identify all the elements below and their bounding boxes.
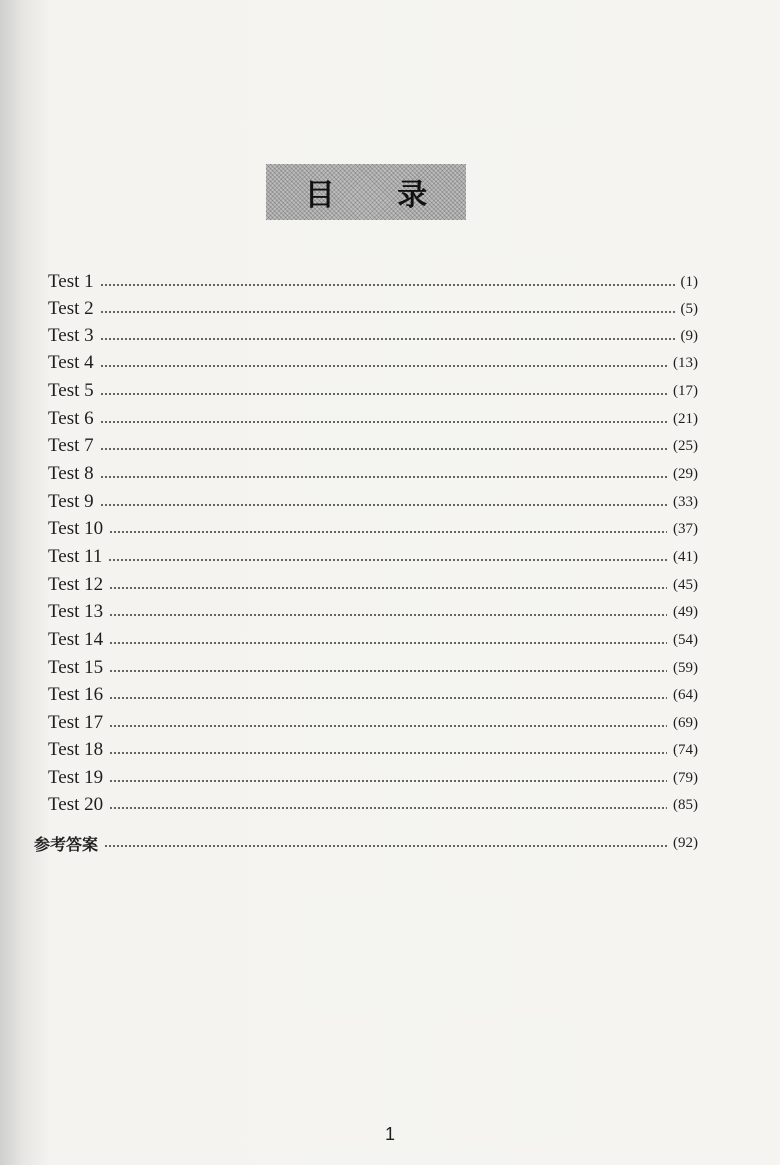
toc-row[interactable] <box>48 710 698 736</box>
toc-page-number: (21) <box>673 410 698 427</box>
dot-leader <box>100 365 667 367</box>
toc-row[interactable] <box>48 572 698 598</box>
toc-entry-label: Test 9 <box>48 491 94 512</box>
dot-leader <box>100 504 667 506</box>
toc-entry-label: Test 15 <box>48 657 104 678</box>
toc-row-answers[interactable] <box>34 830 698 856</box>
dot-leader <box>109 697 667 699</box>
toc-page-number: (25) <box>673 437 698 454</box>
toc-row[interactable] <box>48 350 698 376</box>
toc-entry-label: Test 12 <box>48 574 104 595</box>
toc-page-number: (37) <box>673 520 698 537</box>
toc-page-number: (41) <box>673 548 698 565</box>
toc-row[interactable] <box>48 378 698 404</box>
dot-leader <box>109 531 667 533</box>
dot-leader <box>100 311 675 313</box>
toc-entry-label: Test 8 <box>48 463 94 484</box>
toc-entry-label: Test 16 <box>48 684 104 705</box>
toc-entry-label: Test 18 <box>48 739 104 760</box>
toc-row[interactable] <box>48 544 698 570</box>
dot-leader <box>109 670 667 672</box>
toc-entry-label: Test 19 <box>48 767 104 788</box>
toc-entry-label: Test 5 <box>48 380 94 401</box>
dot-leader <box>100 448 667 450</box>
toc-row[interactable] <box>48 682 698 708</box>
toc-entry-label: Test 14 <box>48 629 104 650</box>
toc-row[interactable] <box>48 627 698 653</box>
dot-leader <box>109 587 667 589</box>
dot-leader <box>100 393 667 395</box>
toc-page-number: (17) <box>673 382 698 399</box>
toc-entry-label: Test 13 <box>48 601 104 622</box>
toc-page-number: (85) <box>673 796 698 813</box>
toc-page-number: (29) <box>673 465 698 482</box>
toc-page-number: (49) <box>673 603 698 620</box>
toc-page-number: (79) <box>673 769 698 786</box>
toc-row[interactable] <box>48 489 698 515</box>
dot-leader <box>108 559 667 561</box>
toc-page-number: (1) <box>680 273 698 290</box>
toc-row[interactable] <box>48 461 698 487</box>
toc-row[interactable] <box>48 516 698 542</box>
toc-entry-label: Test 10 <box>48 518 104 539</box>
toc-row[interactable] <box>48 792 698 818</box>
toc-row[interactable] <box>48 406 698 432</box>
dot-leader <box>109 807 667 809</box>
dot-leader <box>104 845 667 847</box>
toc-page-number: (69) <box>673 714 698 731</box>
dot-leader <box>109 780 667 782</box>
dot-leader <box>100 338 675 340</box>
toc-page-number: (92) <box>673 834 698 851</box>
toc-title: 目 录 <box>266 164 466 220</box>
toc-page-number: (45) <box>673 576 698 593</box>
dot-leader <box>100 421 667 423</box>
toc-entry-label: Test 3 <box>48 325 94 346</box>
toc-row[interactable] <box>48 323 698 349</box>
toc-entry-label: Test 1 <box>48 271 94 292</box>
toc-row[interactable] <box>48 296 698 322</box>
toc-entry-label: Test 20 <box>48 794 104 815</box>
toc-page-number: (74) <box>673 741 698 758</box>
dot-leader <box>100 284 675 286</box>
dot-leader <box>100 476 667 478</box>
toc-row[interactable] <box>48 269 698 295</box>
dot-leader <box>109 725 667 727</box>
toc-entry-label: 参考答案 <box>34 834 99 854</box>
toc-page-number: (9) <box>680 327 698 344</box>
toc-row[interactable] <box>48 737 698 763</box>
toc-page-number: (64) <box>673 686 698 703</box>
toc-page-number: (33) <box>673 493 698 510</box>
toc-entry-label: Test 7 <box>48 435 94 456</box>
dot-leader <box>109 614 667 616</box>
toc-entry-label: Test 6 <box>48 408 94 429</box>
toc-row[interactable] <box>48 599 698 625</box>
toc-page-number: (54) <box>673 631 698 648</box>
toc-page-number: (13) <box>673 354 698 371</box>
toc-page-number: (59) <box>673 659 698 676</box>
page-number: 1 <box>384 1124 395 1144</box>
toc-row[interactable] <box>48 433 698 459</box>
toc-entry-label: Test 4 <box>48 352 94 373</box>
toc-entry-label: Test 2 <box>48 298 94 319</box>
dot-leader <box>109 752 667 754</box>
toc-page-number: (5) <box>680 300 698 317</box>
toc-row[interactable] <box>48 655 698 681</box>
toc-row[interactable] <box>48 765 698 791</box>
toc-entry-label: Test 17 <box>48 712 104 733</box>
toc-entry-label: Test 11 <box>48 546 103 567</box>
dot-leader <box>109 642 667 644</box>
